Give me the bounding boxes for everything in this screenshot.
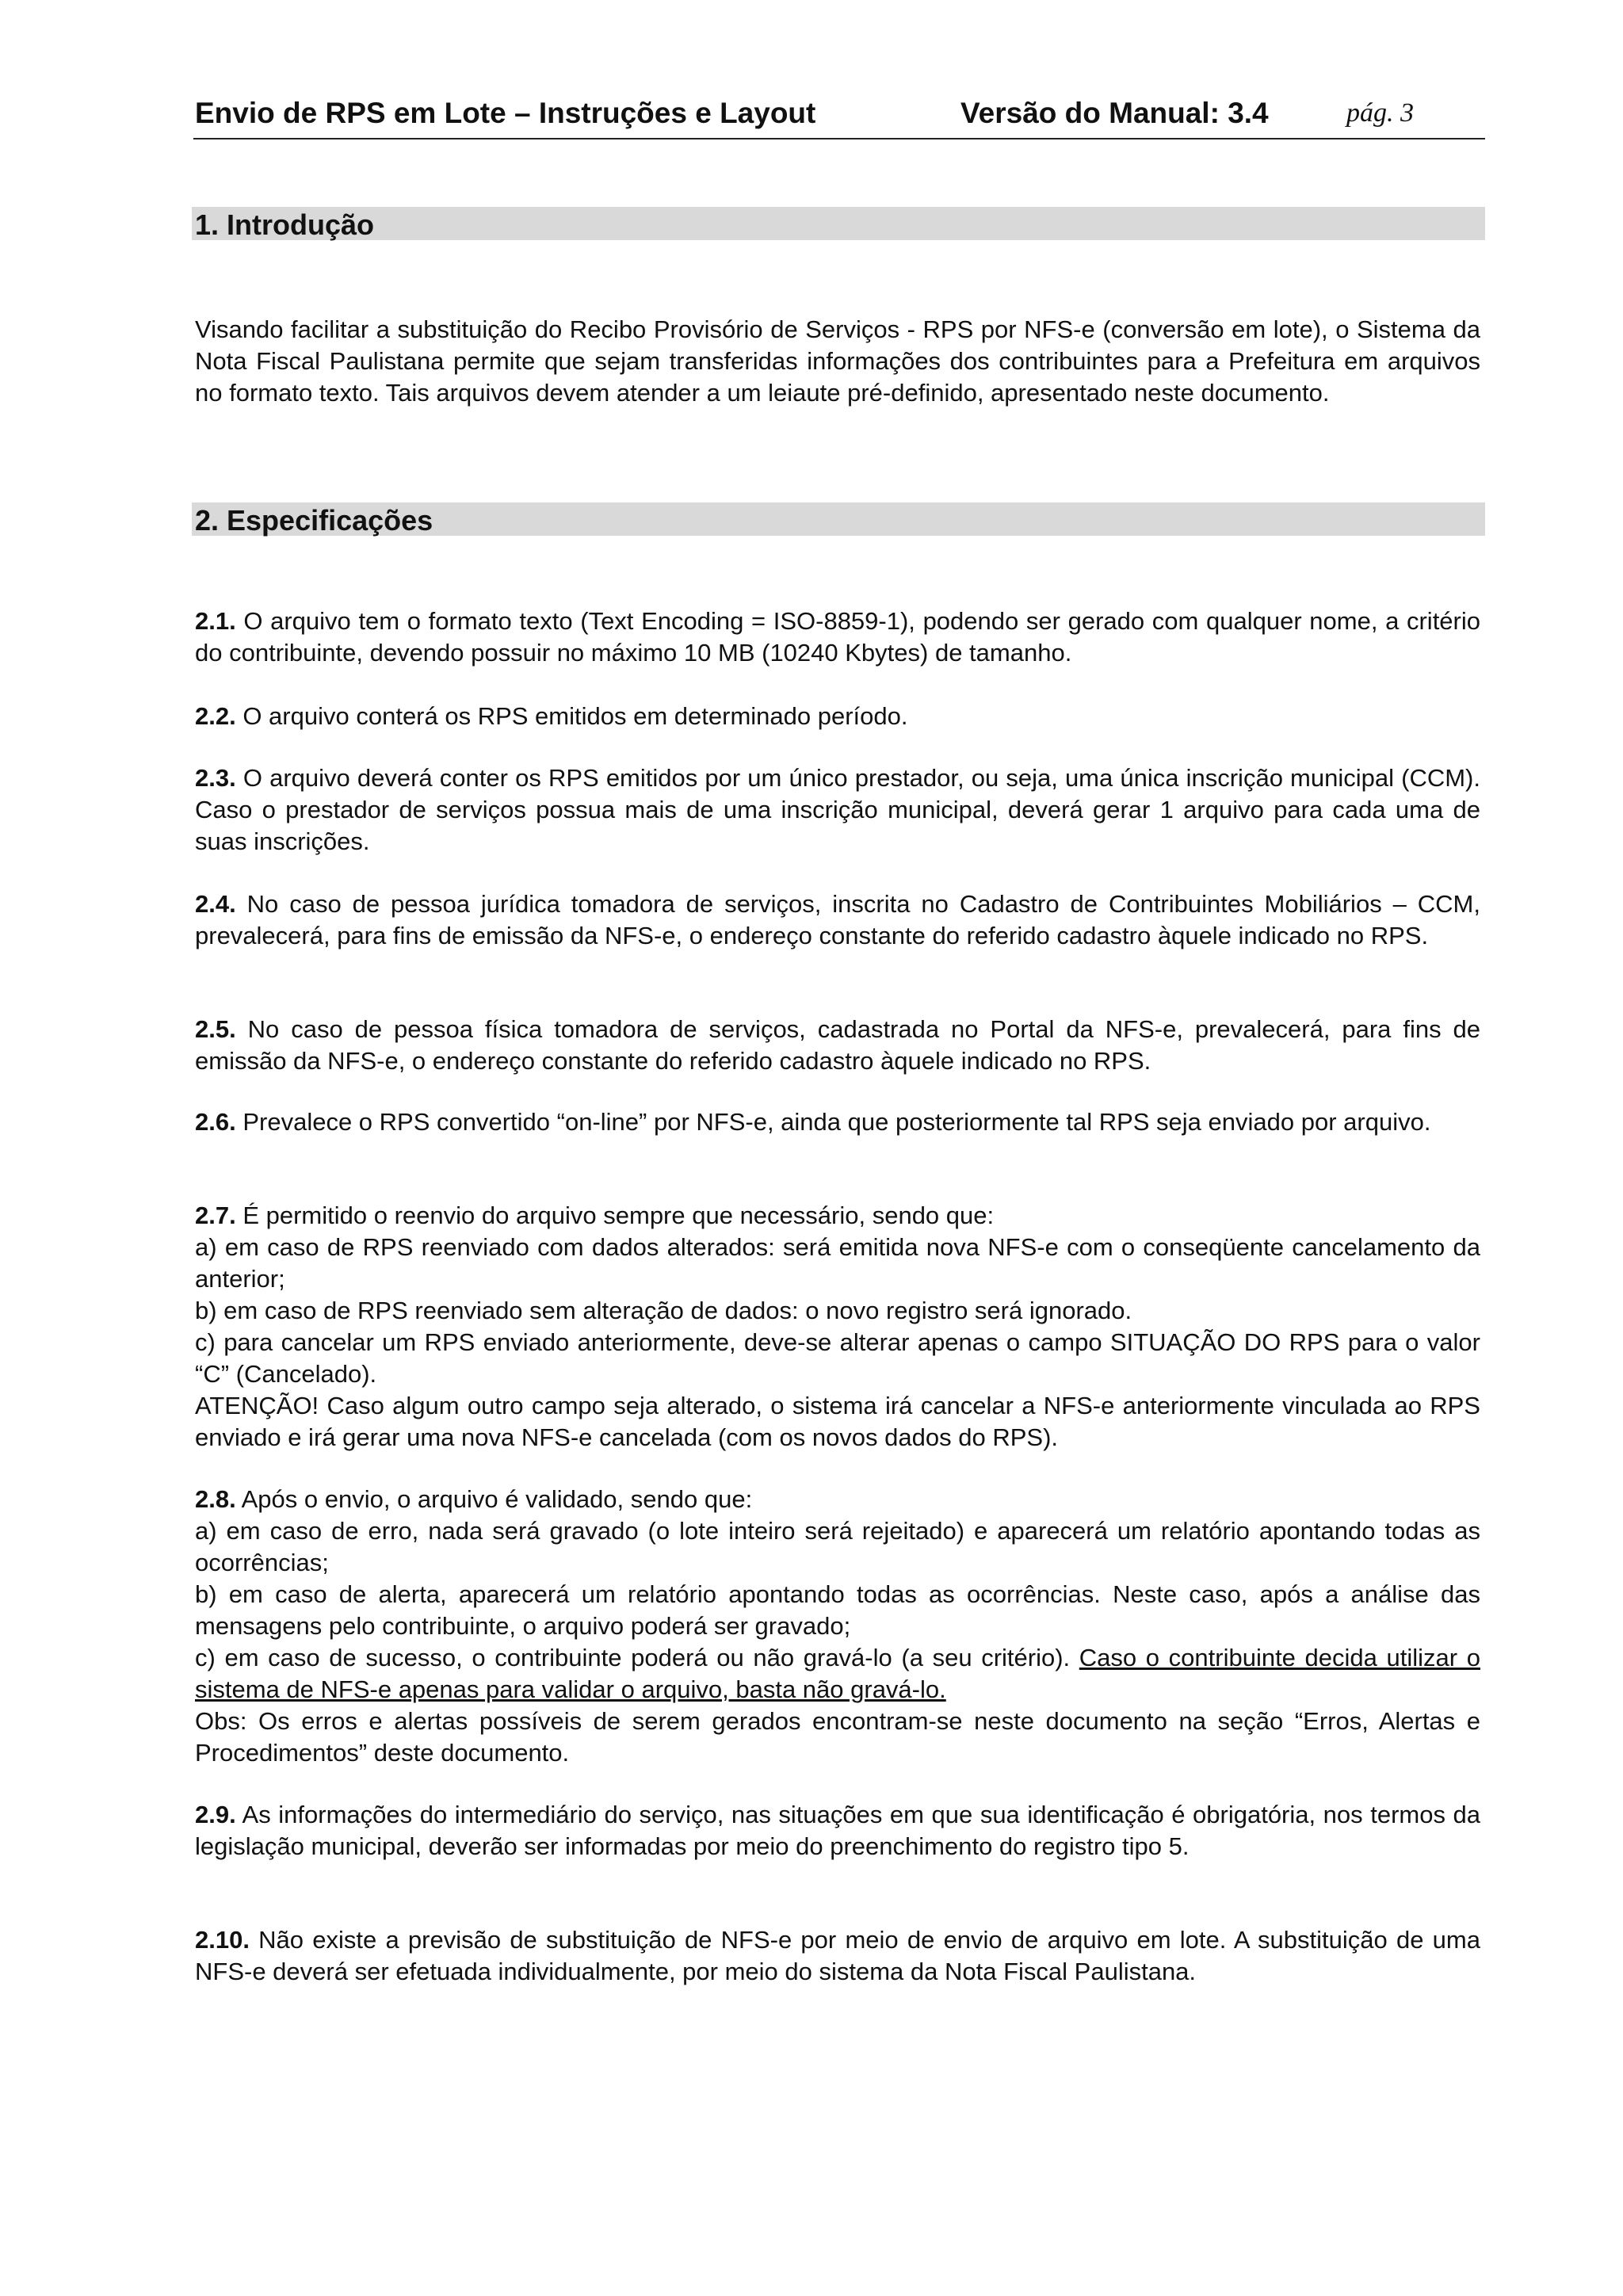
item-number: 2.5.: [195, 1015, 236, 1043]
item-number: 2.2.: [195, 702, 236, 730]
page-header: [193, 94, 1485, 139]
item-2-8-b: b) em caso de alerta, aparecerá um relatório apontando todas as ocorrências. Neste caso, após a análise das mensagens pelo contribuinte, o arquivo poderá ser gravado;: [195, 1580, 1480, 1640]
section-heading-especificacoes: [192, 502, 1485, 536]
item-text: É permitido o reenvio do arquivo sempre que necessário, sendo que:: [235, 1201, 995, 1229]
item-2-7: [195, 1200, 1480, 1454]
item-text: As informações do intermediário do serviço, nas situações em que sua identificação é obrigatória, nos termos da legislação municipal, deverão ser informadas por meio do preenchimento do registro tipo 5.: [195, 1801, 1480, 1860]
item-text: No caso de pessoa física tomadora de serviços, cadastrada no Portal da NFS-e, prevalecerá, para fins de emissão da NFS-e, o endereço constante do referido cadastro àquele indicado no RPS.: [195, 1015, 1480, 1075]
item-2-3: [195, 762, 1480, 858]
item-text: Prevalece o RPS convertido “on-line” por NFS-e, ainda que posteriormente tal RPS seja enviado por arquivo.: [235, 1108, 1431, 1136]
item-2-4: [195, 888, 1480, 952]
header-title: Envio de RPS em Lote – Instruções e Layout: [195, 97, 816, 129]
item-2-7-b: b) em caso de RPS reenviado sem alteração de dados: o novo registro será ignorado.: [195, 1297, 1132, 1324]
section-heading-label: 2. Especificações: [195, 504, 433, 537]
item-2-1: [195, 606, 1480, 669]
item-2-7-a: a) em caso de RPS reenviado com dados alterados: será emitida nova NFS-e com o conseqüente cancelamento da anterior;: [195, 1233, 1480, 1293]
intro-paragraph: [195, 314, 1480, 409]
item-number: 2.1.: [195, 607, 236, 635]
item-text: Não existe a previsão de substituição de NFS-e por meio de envio de arquivo em lote. A substituição de uma NFS-e deverá ser efetuada individualmente, por meio do sistema da Nota Fiscal Paulistana.: [195, 1926, 1480, 1985]
paragraph-text: Visando facilitar a substituição do Recibo Provisório de Serviços - RPS por NFS-e (conversão em lote), o Sistema da Nota Fiscal Paulistana permite que sejam transferidas informações dos contribuintes para a Prefeitura em arquivos no formato texto. Tais arquivos devem atender a um leiaute pré-definido, apresentado neste documento.: [195, 315, 1480, 407]
section-heading-label: 1. Introdução: [195, 208, 375, 241]
item-number: 2.9.: [195, 1801, 236, 1828]
item-2-6: [195, 1106, 1480, 1138]
item-number: 2.7.: [195, 1201, 236, 1229]
item-2-7-warning: ATENÇÃO! Caso algum outro campo seja alterado, o sistema irá cancelar a NFS-e anteriormente vinculada ao RPS enviado e irá gerar uma nova NFS-e cancelada (com os novos dados do RPS).: [195, 1392, 1480, 1451]
section-heading-introducao: [192, 207, 1485, 240]
item-number: 2.3.: [195, 764, 236, 792]
item-2-8-c: [195, 1642, 1480, 1706]
item-2-8: [195, 1484, 1480, 1769]
item-2-9: [195, 1799, 1480, 1862]
item-2-7-c: c) para cancelar um RPS enviado anteriormente, deve-se alterar apenas o campo SITUAÇÃO DO RPS para o valor “C” (Cancelado).: [195, 1328, 1480, 1388]
item-2-2: [195, 701, 1480, 732]
item-text: O arquivo deverá conter os RPS emitidos por um único prestador, ou seja, uma única inscrição municipal (CCM). Caso o prestador de serviços possua mais de uma inscrição municipal, deverá gerar 1 arquivo para cada uma de suas inscrições.: [195, 764, 1480, 855]
header-page-number: pág. 3: [1346, 98, 1414, 128]
item-text: c) em caso de sucesso, o contribuinte poderá ou não gravá-lo (a seu critério).: [195, 1644, 1079, 1671]
item-2-8-obs: Obs: Os erros e alertas possíveis de serem gerados encontram-se neste documento na seção “Erros, Alertas e Procedimentos” deste documento.: [195, 1707, 1480, 1767]
item-number: 2.10.: [195, 1926, 250, 1954]
underlined-note: Caso o contribuinte decida utilizar o sistema de NFS-e apenas para validar o arquivo, basta não gravá-lo.: [195, 1644, 1480, 1703]
item-text: O arquivo conterá os RPS emitidos em determinado período.: [235, 702, 908, 730]
item-number: 2.6.: [195, 1108, 236, 1136]
item-2-10: [195, 1924, 1480, 1988]
header-version: Versão do Manual: 3.4: [960, 97, 1269, 129]
item-text: O arquivo tem o formato texto (Text Encoding = ISO-8859-1), podendo ser gerado com qualquer nome, a critério do contribuinte, devendo possuir no máximo 10 MB (10240 Kbytes) de tamanho.: [195, 607, 1480, 667]
item-number: 2.8.: [195, 1485, 236, 1513]
item-number: 2.4.: [195, 890, 236, 918]
item-2-8-a: a) em caso de erro, nada será gravado (o lote inteiro será rejeitado) e aparecerá um relatório apontando todas as ocorrências;: [195, 1517, 1480, 1576]
item-text: No caso de pessoa jurídica tomadora de serviços, inscrita no Cadastro de Contribuintes Mobiliários – CCM, prevalecerá, para fins de emissão da NFS-e, o endereço constante do referido cadastro àquele indicado no RPS.: [195, 890, 1480, 949]
item-text: Após o envio, o arquivo é validado, sendo que:: [235, 1485, 753, 1513]
item-2-5: [195, 1014, 1480, 1077]
